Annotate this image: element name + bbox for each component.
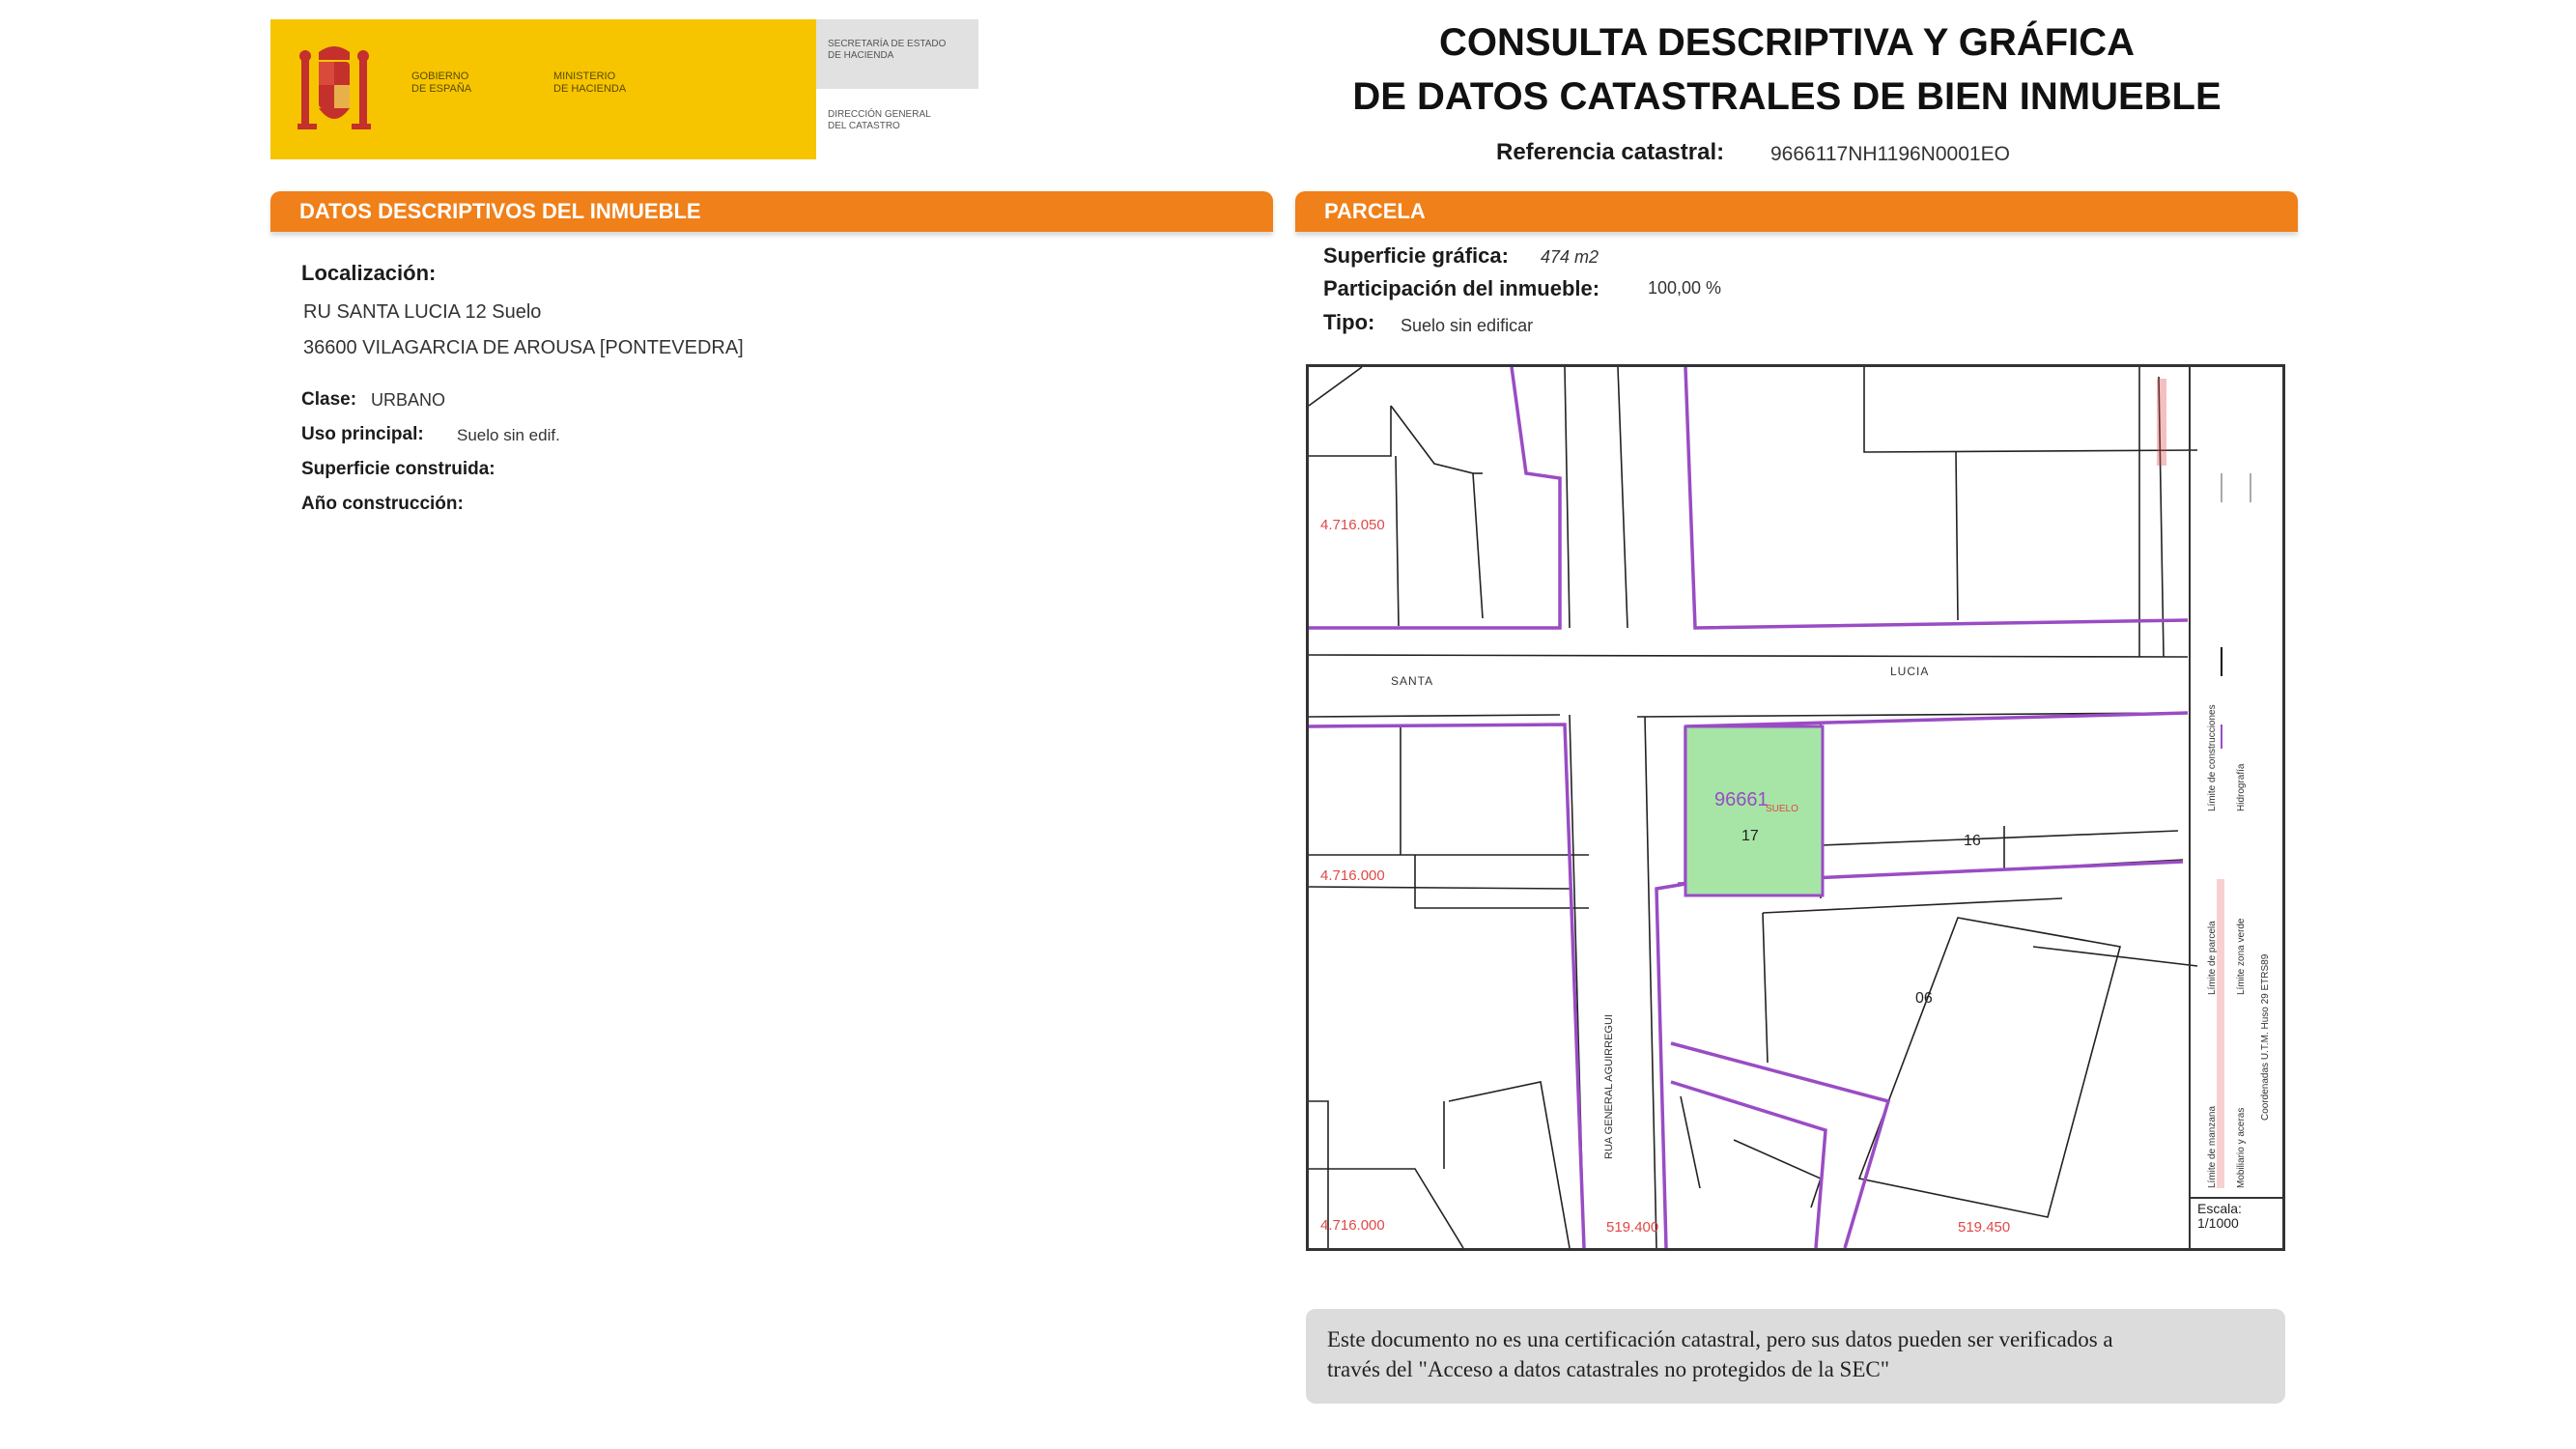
legend-item-4: Mobiliario y aceras (2236, 1107, 2247, 1188)
legend-item-2: Límite de parcela (2207, 921, 2218, 995)
street-label-right: LUCIA (1890, 665, 1930, 678)
tipo-value: Suelo sin edificar (1401, 316, 1534, 335)
coord-label-1: 4.716.050 (1320, 517, 1385, 533)
uso-value: Suelo sin edif. (457, 426, 560, 444)
address-line1: RU SANTA LUCIA 12 Suelo (303, 301, 542, 323)
scale-value: 1/1000 (2197, 1215, 2239, 1231)
superficie-construida-label: Superficie construida: (301, 459, 495, 479)
page-title-line1: CONSULTA DESCRIPTIVA Y GRÁFICA (1438, 21, 2136, 64)
gobierno-text: GOBIERNO DE ESPAÑA (411, 71, 472, 95)
address-line2: 36600 VILAGARCIA DE AROUSA [PONTEVEDRA] (303, 337, 744, 358)
uso-label: Uso principal: (301, 424, 424, 444)
legend-item-6: Hidrografía (2236, 763, 2247, 811)
superficie-grafica-value: 474 m2 (1541, 247, 1599, 267)
legend-note: Coordenadas U.T.M. Huso 29 ETRS89 (2260, 953, 2271, 1121)
legend-item-1: Límite de manzana (2207, 1105, 2218, 1188)
tipo-label: Tipo: (1323, 310, 1375, 334)
coord-label-5: 519.450 (1958, 1219, 2011, 1236)
ref-value: 9666117NH1196N0001EO (1770, 143, 2010, 165)
ref-label: Referencia catastral: (1496, 139, 1725, 165)
scale-box (2197, 1202, 2242, 1231)
participacion-value: 100,00 % (1648, 278, 1722, 298)
ministerio-text: MINISTERIO DE HACIENDA (553, 71, 627, 95)
superficie-grafica-label: Superficie gráfica: (1323, 243, 1509, 268)
parcela-section-header: PARCELA (1295, 191, 2298, 232)
scale-label: Escala: (2197, 1201, 2242, 1216)
parcel-ref: 96661 (1714, 789, 1769, 810)
descriptive-section-header: DATOS DESCRIPTIVOS DEL INMUEBLE (270, 191, 1273, 232)
clase-label: Clase: (301, 389, 357, 410)
disclaimer-box (1306, 1309, 2285, 1404)
coord-label-3: 4.716.000 (1320, 1217, 1385, 1234)
direccion-text: DIRECCIÓN GENERAL DEL CATASTRO (828, 109, 931, 131)
street-label-left: SANTA (1391, 674, 1434, 688)
ano-construccion-label: Año construcción: (301, 494, 464, 514)
vertical-street-label: RUA GENERAL AGUIRREGUI (1603, 1014, 1615, 1159)
cadastral-map (1306, 364, 2285, 1251)
parcel-number-06: 06 (1915, 990, 1933, 1007)
page-title-line2: DE DATOS CATASTRALES DE BIEN INMUEBLE (1352, 75, 2222, 118)
localizacion-label: Localización: (301, 261, 437, 285)
parcel-number-17: 17 (1741, 828, 1759, 844)
disclaimer-line2: través del "Acceso a datos catastrales no protegidos de la SEC" (1327, 1357, 1890, 1381)
disclaimer-line1: Este documento no es una certificación catastral, pero sus datos pueden ser verificados a (1327, 1327, 2113, 1351)
coat-of-arms-icon (296, 41, 373, 141)
gobierno-logo (270, 19, 816, 159)
clase-value: URBANO (371, 390, 446, 410)
secretaria-box: SECRETARÍA DE ESTADO DE HACIENDA (816, 19, 978, 89)
legend-item-3: Límite de construcciones (2207, 704, 2218, 811)
parcel-sub: SUELO (1766, 804, 1798, 814)
coord-label-4: 519.400 (1606, 1219, 1659, 1236)
parcel-number-16: 16 (1964, 833, 1981, 849)
coord-label-2: 4.716.000 (1320, 867, 1385, 884)
legend-item-5: Límite zona verde (2236, 918, 2247, 995)
participacion-label: Participación del inmueble: (1323, 276, 1600, 300)
